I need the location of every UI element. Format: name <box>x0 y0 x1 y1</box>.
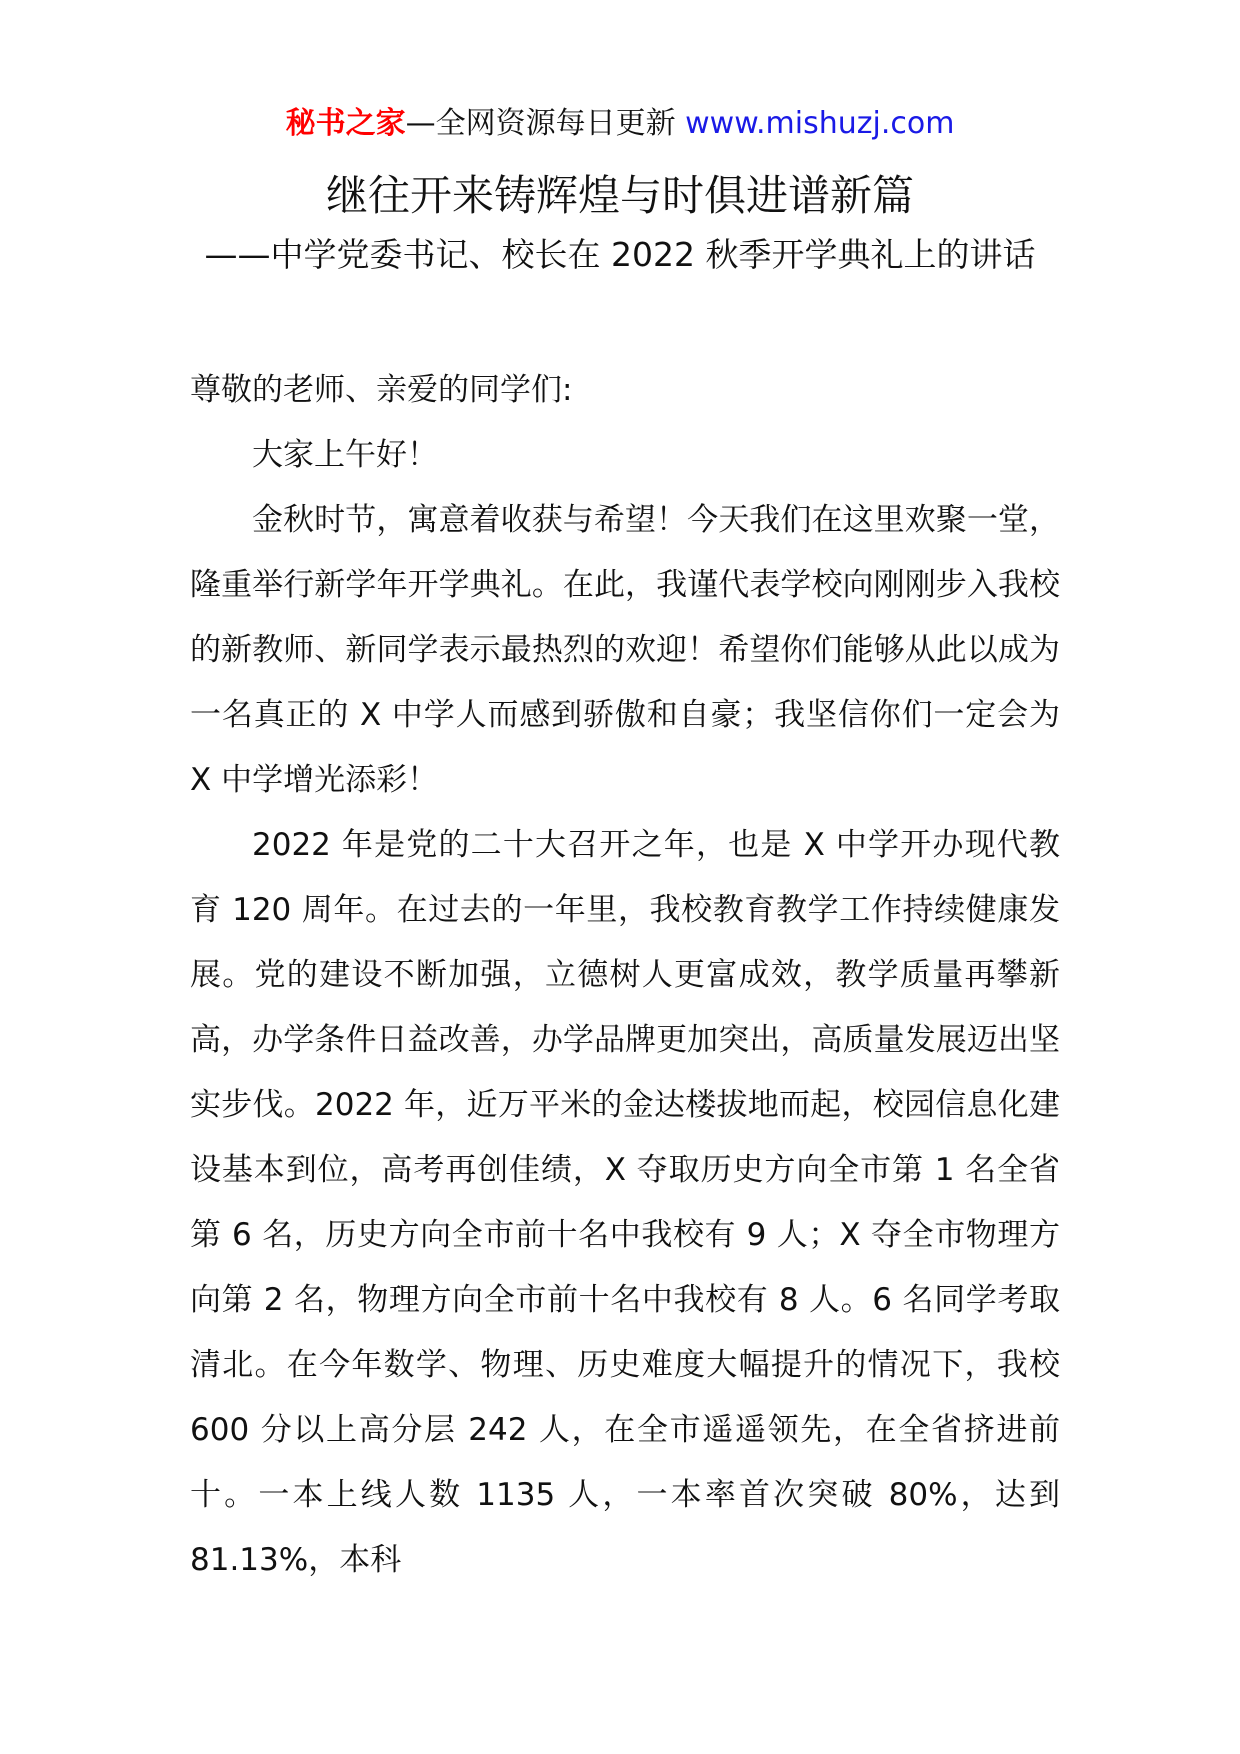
salutation: 尊敬的老师、亲爱的同学们: <box>190 372 573 408</box>
document-body <box>190 358 1060 1593</box>
paragraph-welcome: 金秋时节，寓意着收获与希望！今天我们在这里欢聚一堂，隆重举行新学年开学典礼。在此，我谨代表学校向刚刚步入我校的新教师、新同学表示最热烈的欢迎！希望你们能够从此以成为一名真正的 X 中学人而感到骄傲和自豪；我坚信你们一定会为 X 中学增光添彩！ <box>190 502 1060 798</box>
site-tagline: —全网资源每日更新 <box>405 106 686 141</box>
site-url[interactable]: www.mishuzj.com <box>685 106 955 141</box>
document-subtitle: ——中学党委书记、校长在 2022 秋季开学典礼上的讲话 <box>204 235 1036 274</box>
site-brand: 秘书之家 <box>285 106 406 141</box>
paragraph-achievements: 2022 年是党的二十大召开之年，也是 X 中学开办现代教育 120 周年。在过去的一年里，我校教育教学工作持续健康发展。党的建设不断加强，立德树人更富成效，教学质量再攀新高，办学条件日益改善，办学品牌更加突出，高质量发展迈出坚实步伐。2022 年，近万平米的金达楼拔地而起，校园信息化建设基本到位，高考再创佳绩，X 夺取历史方向全市第 1 名全省第 6 名，历史方向全市前十名中我校有 9 人；X 夺全市物理方向第 2 名，物理方向全市前十名中我校有 8 人。6 名同学考取清北。在今年数学、物理、历史难度大幅提升的情况下，我校 600 分以上高分层 242 人，在全市遥遥领先，在全省挤进前十。一本上线人数 1135 人，一本率首次突破 80%，达到 81.13%，本科 <box>190 827 1060 1578</box>
paragraph-greeting: 大家上午好！ <box>252 437 438 473</box>
document-title: 继往开来铸辉煌与时俱进谱新篇 <box>325 171 914 220</box>
site-header <box>0 102 1240 146</box>
